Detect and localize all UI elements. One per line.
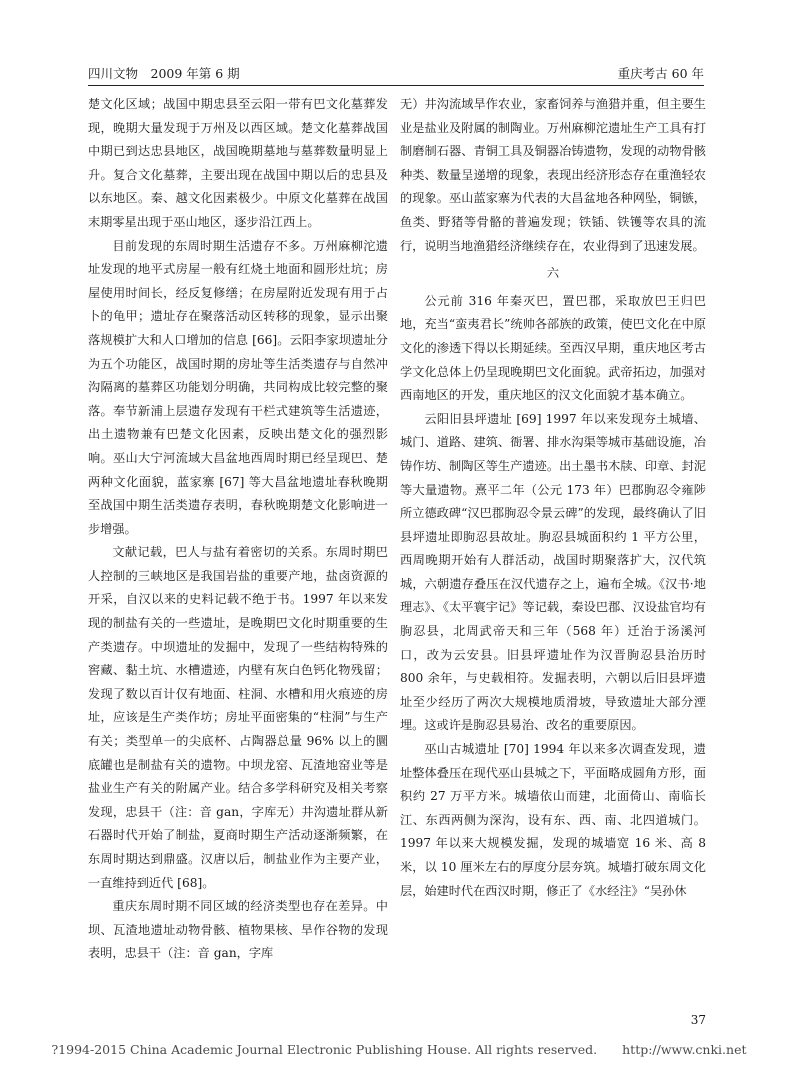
paragraph: 文献记载，巴人与盐有着密切的关系。东周时期巴人控制的三峡地区是我国岩盐的重要产地，盐卤资源的开采，自汉以来的史料记载不绝于书。1997 年以来发现的制盐有关的一些遗址，是晚期巴文化时期重要的生产类遗存。中坝遗址的发掘中，发现了一些结构特殊的窖藏、黏土坑、水槽遗迹，内壁有灰白色钙化物残留；发现了数以百计仅有地面、柱洞、水槽和用火痕迹的房址，应该是生产类作坊；房址平面密集的“柱洞”与生产有关；类型单一的尖底杯、占陶器总量 96% 以上的圜底罐也是制盐有关的遗物。中坝龙窑、瓦渣地窑业等是盐业生产有关的附属产业。结合多学科研究及相关考察发现，忠县干（注：音 gan，字库无）井沟遗址群从新石器时代开始了制盐，夏商时期生产活动逐渐频繁，在东周时期达到鼎盛。汉唐以后，制盐业作为主要产业，一直维持到近代 [68]。 <box>88 545 388 890</box>
paragraph: 无）井沟流域旱作农业，家畜饲养与渔猎并重，但主要生业是盐业及附属的制陶业。万州麻柳沱遗址生产工具有打制磨制石器、青铜工具及铜器冶铸遗物，发现的动物骨骸种类、数量呈递增的现象，表现出经济形态存在重渔轻农的现象。巫山蓝家寨为代表的大昌盆地各种网坠，铜镞，鱼类、野猪等骨骼的普遍发现；铁锸、铁镬等农具的流行，说明当地渔猎经济继续存在，农业得到了迅速发展。 <box>400 97 706 253</box>
running-header <box>88 64 704 84</box>
paragraph: 云阳旧县坪遗址 [69] 1997 年以来发现夯土城墙、城门、道路、建筑、衙署、排水沟渠等城市基础设施，冶铸作坊、制陶区等生产遗迹。出土墨书木牍、印章、封泥等大量遗物。熹平二年（公元 173 年）巴郡朐忍令雍陟所立德政碑“汉巴郡朐忍令景云碑”的发现，最终确认了旧县坪遗址即朐忍县故址。朐忍县城面积约 1 平方公里，西周晚期开始有人群活动，战国时期聚落扩大，汉代筑城，六朝遗存叠压在汉代遗存之上，遍布全城。《汉书·地理志》、《太平寰宇记》等记载，秦设巴郡、汉设盐官均有朐忍县，北周武帝天和三年（568 年）迁治于汤溪河口，改为云安县。旧县坪遗址作为汉晋朐忍县治历时 800 余年，与史载相符。发掘表明，六朝以后旧县坪遗址至少经历了两次大规模地质滑坡，导致遗址大部分湮埋。这或许是朐忍县易治、改名的重要原因。 <box>400 411 706 733</box>
journal-issue: 四川文物 2009 年第 6 期 <box>88 66 240 81</box>
paragraph: 目前发现的东周时期生活遗存不多。万州麻柳沱遗址发现的地平式房屋一般有红烧土地面和圆形灶坑；房屋使用时间长，经反复修缮；在房屋附近发现有用于占卜的龟甲；遗址存在聚落活动区转移的现象，显示出聚落规模扩大和人口增加的信息 [66]。云阳李家坝遗址分为五个功能区，战国时期的房址等生活类遗存与自然冲沟隔离的墓葬区功能划分明确，共同构成比较完整的聚落。奉节新浦上层遗存发现有干栏式建筑等生活遗迹，出土遗物兼有巴楚文化因素，反映出楚文化的强烈影响。巫山大宁河流域大昌盆地西周时期已经呈现巴、楚两种文化面貌，蓝家寨 [67] 等大昌盆地遗址春秋晚期至战国中期生活类遗存表明，春秋晚期楚文化影响进一步增强。 <box>88 238 388 536</box>
header-divider <box>88 85 704 86</box>
copyright-footer: ?1994-2015 China Academic Journal Electronic Publishing House. All rights reserved. http://www.cnki.net <box>51 1042 747 1057</box>
section-heading: 六 <box>546 266 560 281</box>
paragraph: 公元前 316 年秦灭巴，置巴郡，采取放巴王归巴地，充当“蛮夷君长”统帅各部族的政策，使巴文化在中原文化的渗透下得以长期延续。至西汉早期，重庆地区考古学文化总体上仍呈现晚期巴文化面貌。武帝拓边，加强对西南地区的开发，重庆地区的汉文化面貌才基本确立。 <box>400 293 706 403</box>
article-title: 重庆考古 60 年 <box>617 66 704 81</box>
right-column <box>400 93 706 903</box>
left-column <box>88 93 388 966</box>
paragraph: 重庆东周时期不同区域的经济类型也存在差异。中坝、瓦渣地遗址动物骨骸、植物果核、旱作谷物的发现表明，忠县干（注：音 gan，字库 <box>88 899 388 961</box>
paragraph: 巫山古城遗址 [70] 1994 年以来多次调查发现，遗址整体叠压在现代巫山县城之下，平面略成圆角方形，面积约 27 万平方米。城墙依山而建，北面倚山、南临长江、东西两侧为深沟，设有东、西、南、北四道城门。1997 年以来大规模发掘，发现的城墙宽 16 米、高 8 米，以 10 厘米左右的厚度分层夯筑。城墙打破东周文化层，始建时代在西汉时期，修正了《水经注》“吴孙休 <box>400 742 706 898</box>
paragraph: 楚文化区域；战国中期忠县至云阳一带有巴文化墓葬发现，晚期大量发现于万州及以西区域。楚文化墓葬战国中期已到达忠县地区，战国晚期墓地与墓葬数量明显上升。复合文化墓葬，主要出现在战国中期以后的忠县及以东地区。秦、越文化因素极少。中原文化墓葬在战国末期零星出现于巫山地区，逐步沿江西上。 <box>88 97 388 229</box>
page-number: 37 <box>690 1013 706 1027</box>
